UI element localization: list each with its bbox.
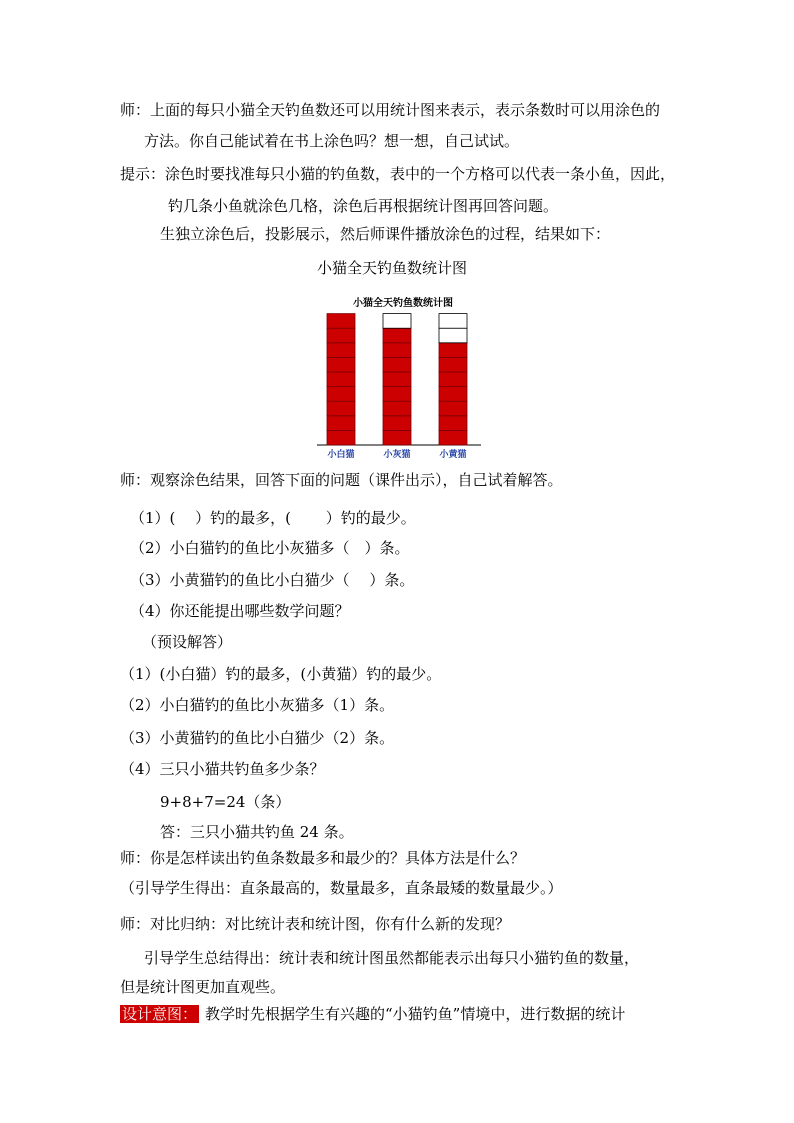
bar-cell-filled	[383, 430, 411, 445]
bar-cell-filled	[383, 328, 411, 343]
bar-cell-filled	[327, 343, 355, 358]
bar-cell-filled	[327, 416, 355, 431]
discussion-question: 师：你是怎样读出钓鱼条数最多和最少的？具体方法是什么？	[120, 849, 526, 867]
bar-cell-filled	[327, 401, 355, 416]
bar-cell-filled	[439, 387, 467, 402]
bar-cell-filled	[327, 328, 355, 343]
bar-cell-filled	[439, 343, 467, 358]
intro-line-1: 师：上面的每只小猫全天钓鱼数还可以用统计图来表示，表示条数时可以用涂色的	[120, 101, 661, 119]
design-intent-text: 教学时先根据学生有兴趣的“小猫钓鱼”情境中，进行数据的统计	[205, 1005, 626, 1023]
bar-cell-filled	[439, 416, 467, 431]
bar-cell-filled	[327, 357, 355, 372]
chart-caption: 小猫全天钓鱼数统计图	[317, 259, 468, 277]
answers-heading: （预设解答）	[142, 633, 233, 651]
category-label: 小灰猫	[383, 450, 411, 460]
category-label: 小白猫	[327, 450, 355, 460]
answer-calc: 9+8+7=24（条）	[160, 793, 291, 811]
bar-cell-filled	[327, 372, 355, 387]
bar-cell-empty	[439, 328, 467, 343]
hint-line-2: 钓几条小鱼就涂色几格，涂色后再根据统计图再回答问题。	[168, 197, 559, 215]
answer-3: （3）小黄猫钓的鱼比小白猫少（2）条。	[120, 729, 395, 747]
questions-intro: 师：观察涂色结果，回答下面的问题（课件出示），自己试着解答。	[120, 471, 563, 489]
summary-line-1: 引导学生总结得出：统计表和统计图虽然都能表示出每只小猫钓鱼的数量，	[144, 949, 640, 967]
intro-line-3: 生独立涂色后，投影展示，然后师课件播放涂色的过程，结果如下：	[160, 225, 611, 243]
bar-cell-filled	[439, 401, 467, 416]
question-3: （3）小黄猫钓的鱼比小白猫少（ ）条。	[130, 571, 415, 589]
bar-cell-filled	[383, 343, 411, 358]
hint-line-1: 提示：涂色时要找准每只小猫的钓鱼数，表中的一个方格可以代表一条小鱼，因此，	[120, 165, 676, 183]
answer-2: （2）小白猫钓的鱼比小灰猫多（1）条。	[120, 696, 395, 714]
bar-cell-filled	[327, 314, 355, 329]
answer-4: （4）三只小猫共钓鱼多少条？	[120, 760, 325, 778]
bar-cell-filled	[383, 416, 411, 431]
discussion-compare: 师：对比归纳：对比统计表和统计图，你有什么新的发现？	[120, 915, 511, 933]
bar-cell-filled	[327, 387, 355, 402]
design-intent	[120, 1004, 625, 1024]
bar-cell-filled	[383, 387, 411, 402]
intro-line-2: 方法。你自己能试着在书上涂色吗？想一想，自己试试。	[144, 132, 520, 150]
bar-cell-filled	[383, 401, 411, 416]
bar-cell-empty	[383, 314, 411, 329]
bar-cell-filled	[383, 372, 411, 387]
category-label: 小黄猫	[439, 450, 467, 460]
answer-1: （1）(小白猫）钓的最多，(小黄猫）钓的最少。	[120, 665, 442, 683]
bar-cell-filled	[439, 357, 467, 372]
chart-title: 小猫全天钓鱼数统计图	[353, 298, 453, 309]
bar-cell-filled	[439, 430, 467, 445]
bar-cell-filled	[327, 430, 355, 445]
bar-cell-filled	[439, 372, 467, 387]
bar-cell-empty	[439, 314, 467, 329]
design-intent-tag: 设计意图：	[122, 1005, 198, 1023]
question-1: （1）( ）钓的最多，( ）钓的最少。	[130, 509, 416, 527]
bar-cell-filled	[383, 357, 411, 372]
question-4: （4）你还能提出哪些数学问题？	[130, 602, 350, 620]
bar-chart	[313, 290, 493, 460]
discussion-guide: （引导学生得出：直条最高的，数量最多，直条最矮的数量最少。）	[120, 879, 563, 897]
summary-line-2: 但是统计图更加直观些。	[120, 978, 286, 996]
question-2: （2）小白猫钓的鱼比小灰猫多（ ）条。	[130, 539, 410, 557]
answer-reply: 答：三只小猫共钓鱼 24 条。	[160, 823, 354, 841]
